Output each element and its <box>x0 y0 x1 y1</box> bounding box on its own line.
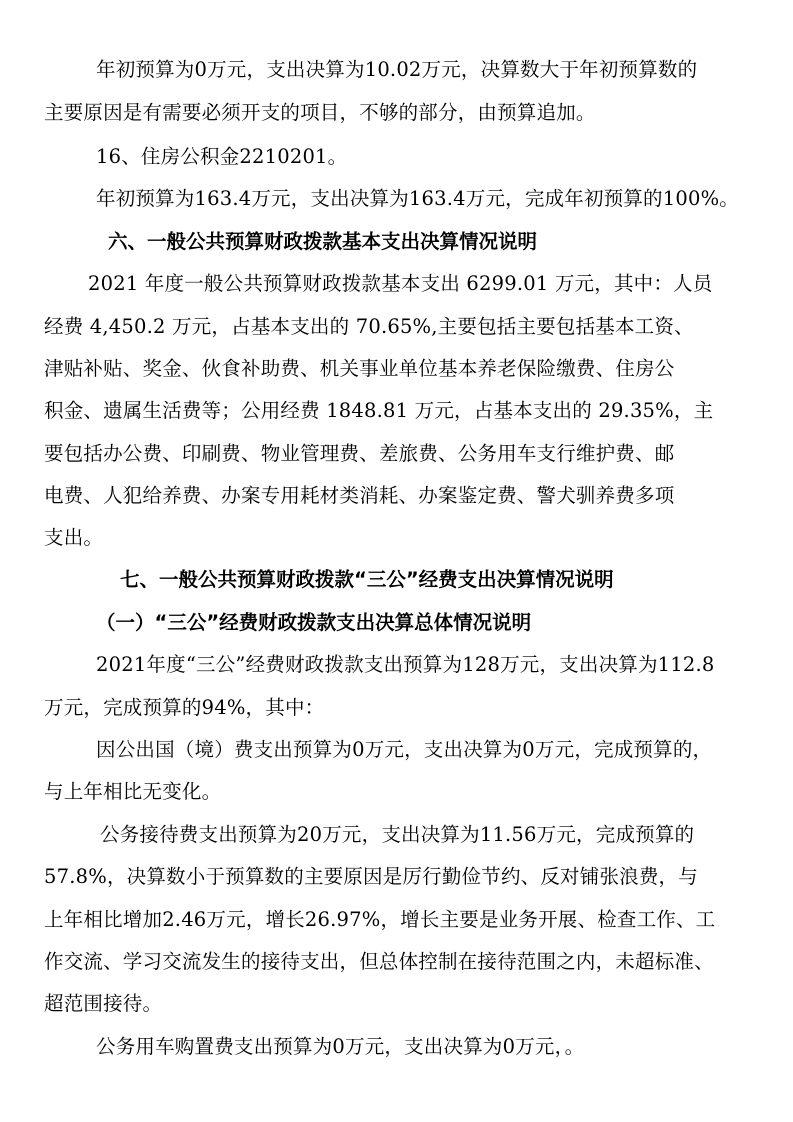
paragraph-line: 经费 4,450.2 万元，占基本支出的 70.65%,主要包括主要包括基本工资、 <box>44 315 694 338</box>
paragraph-line: 57.8%，决算数小于预算数的主要原因是厉行勤俭节约、反对铺张浪费，与 <box>44 865 698 888</box>
subsection-heading: （一）“三公”经费财政拨款支出决算总体情况说明 <box>96 611 532 634</box>
paragraph-line: 津贴补贴、奖金、伙食补助费、机关事业单位基本养老保险缴费、住房公 <box>44 357 675 380</box>
paragraph-line: 因公出国（境）费支出预算为0万元，支出决算为0万元，完成预算的， <box>96 738 713 761</box>
paragraph-line: 与上年相比无变化。 <box>44 780 222 803</box>
paragraph-line: 万元，完成预算的94%，其中： <box>44 696 325 719</box>
paragraph-line: 年初预算为163.4万元，支出决算为163.4万元，完成年初预算的100%。 <box>96 187 739 210</box>
paragraph-line: 公务接待费支出预算为20万元，支出决算为11.56万元，完成预算的 <box>100 823 695 846</box>
section-heading: 六、一般公共预算财政拨款基本支出决算情况说明 <box>108 230 538 253</box>
item-title: 16、住房公积金2210201。 <box>96 145 348 168</box>
paragraph-line: 主要原因是有需要必须开支的项目，不够的部分，由预算追加。 <box>44 101 596 124</box>
paragraph-line: 公务用车购置费支出预算为0万元，支出决算为0万元，。 <box>96 1035 585 1058</box>
paragraph-line: 电费、人犯给养费、办案专用耗材类消耗、办案鉴定费、警犬驯养费多项 <box>44 484 675 507</box>
paragraph-line: 支出。 <box>44 526 104 549</box>
paragraph-line: 2021 年度一般公共预算财政拨款基本支出 6299.01 万元，其中：人员 <box>88 272 713 295</box>
paragraph-line: 超范围接待。 <box>44 992 163 1015</box>
paragraph-line: 作交流、学习交流发生的接待支出，但总体控制在接待范围之内，未超标准、 <box>44 950 714 973</box>
paragraph-line: 上年相比增加2.46万元，增长26.97%，增长主要是业务开展、检查工作、工 <box>44 908 716 931</box>
paragraph-line: 2021年度“三公”经费财政拨款支出预算为128万元，支出决算为112.8 <box>96 653 715 676</box>
paragraph-line: 年初预算为0万元，支出决算为10.02万元，决算数大于年初预算数的 <box>96 58 698 81</box>
paragraph-line: 积金、遗属生活费等；公用经费 1848.81 万元，占基本支出的 29.35%，主 <box>44 399 714 422</box>
paragraph-line: 要包括办公费、印刷费、物业管理费、差旅费、公务用车支行维护费、邮 <box>44 442 675 465</box>
section-heading: 七、一般公共预算财政拨款“三公”经费支出决算情况说明 <box>120 568 614 591</box>
